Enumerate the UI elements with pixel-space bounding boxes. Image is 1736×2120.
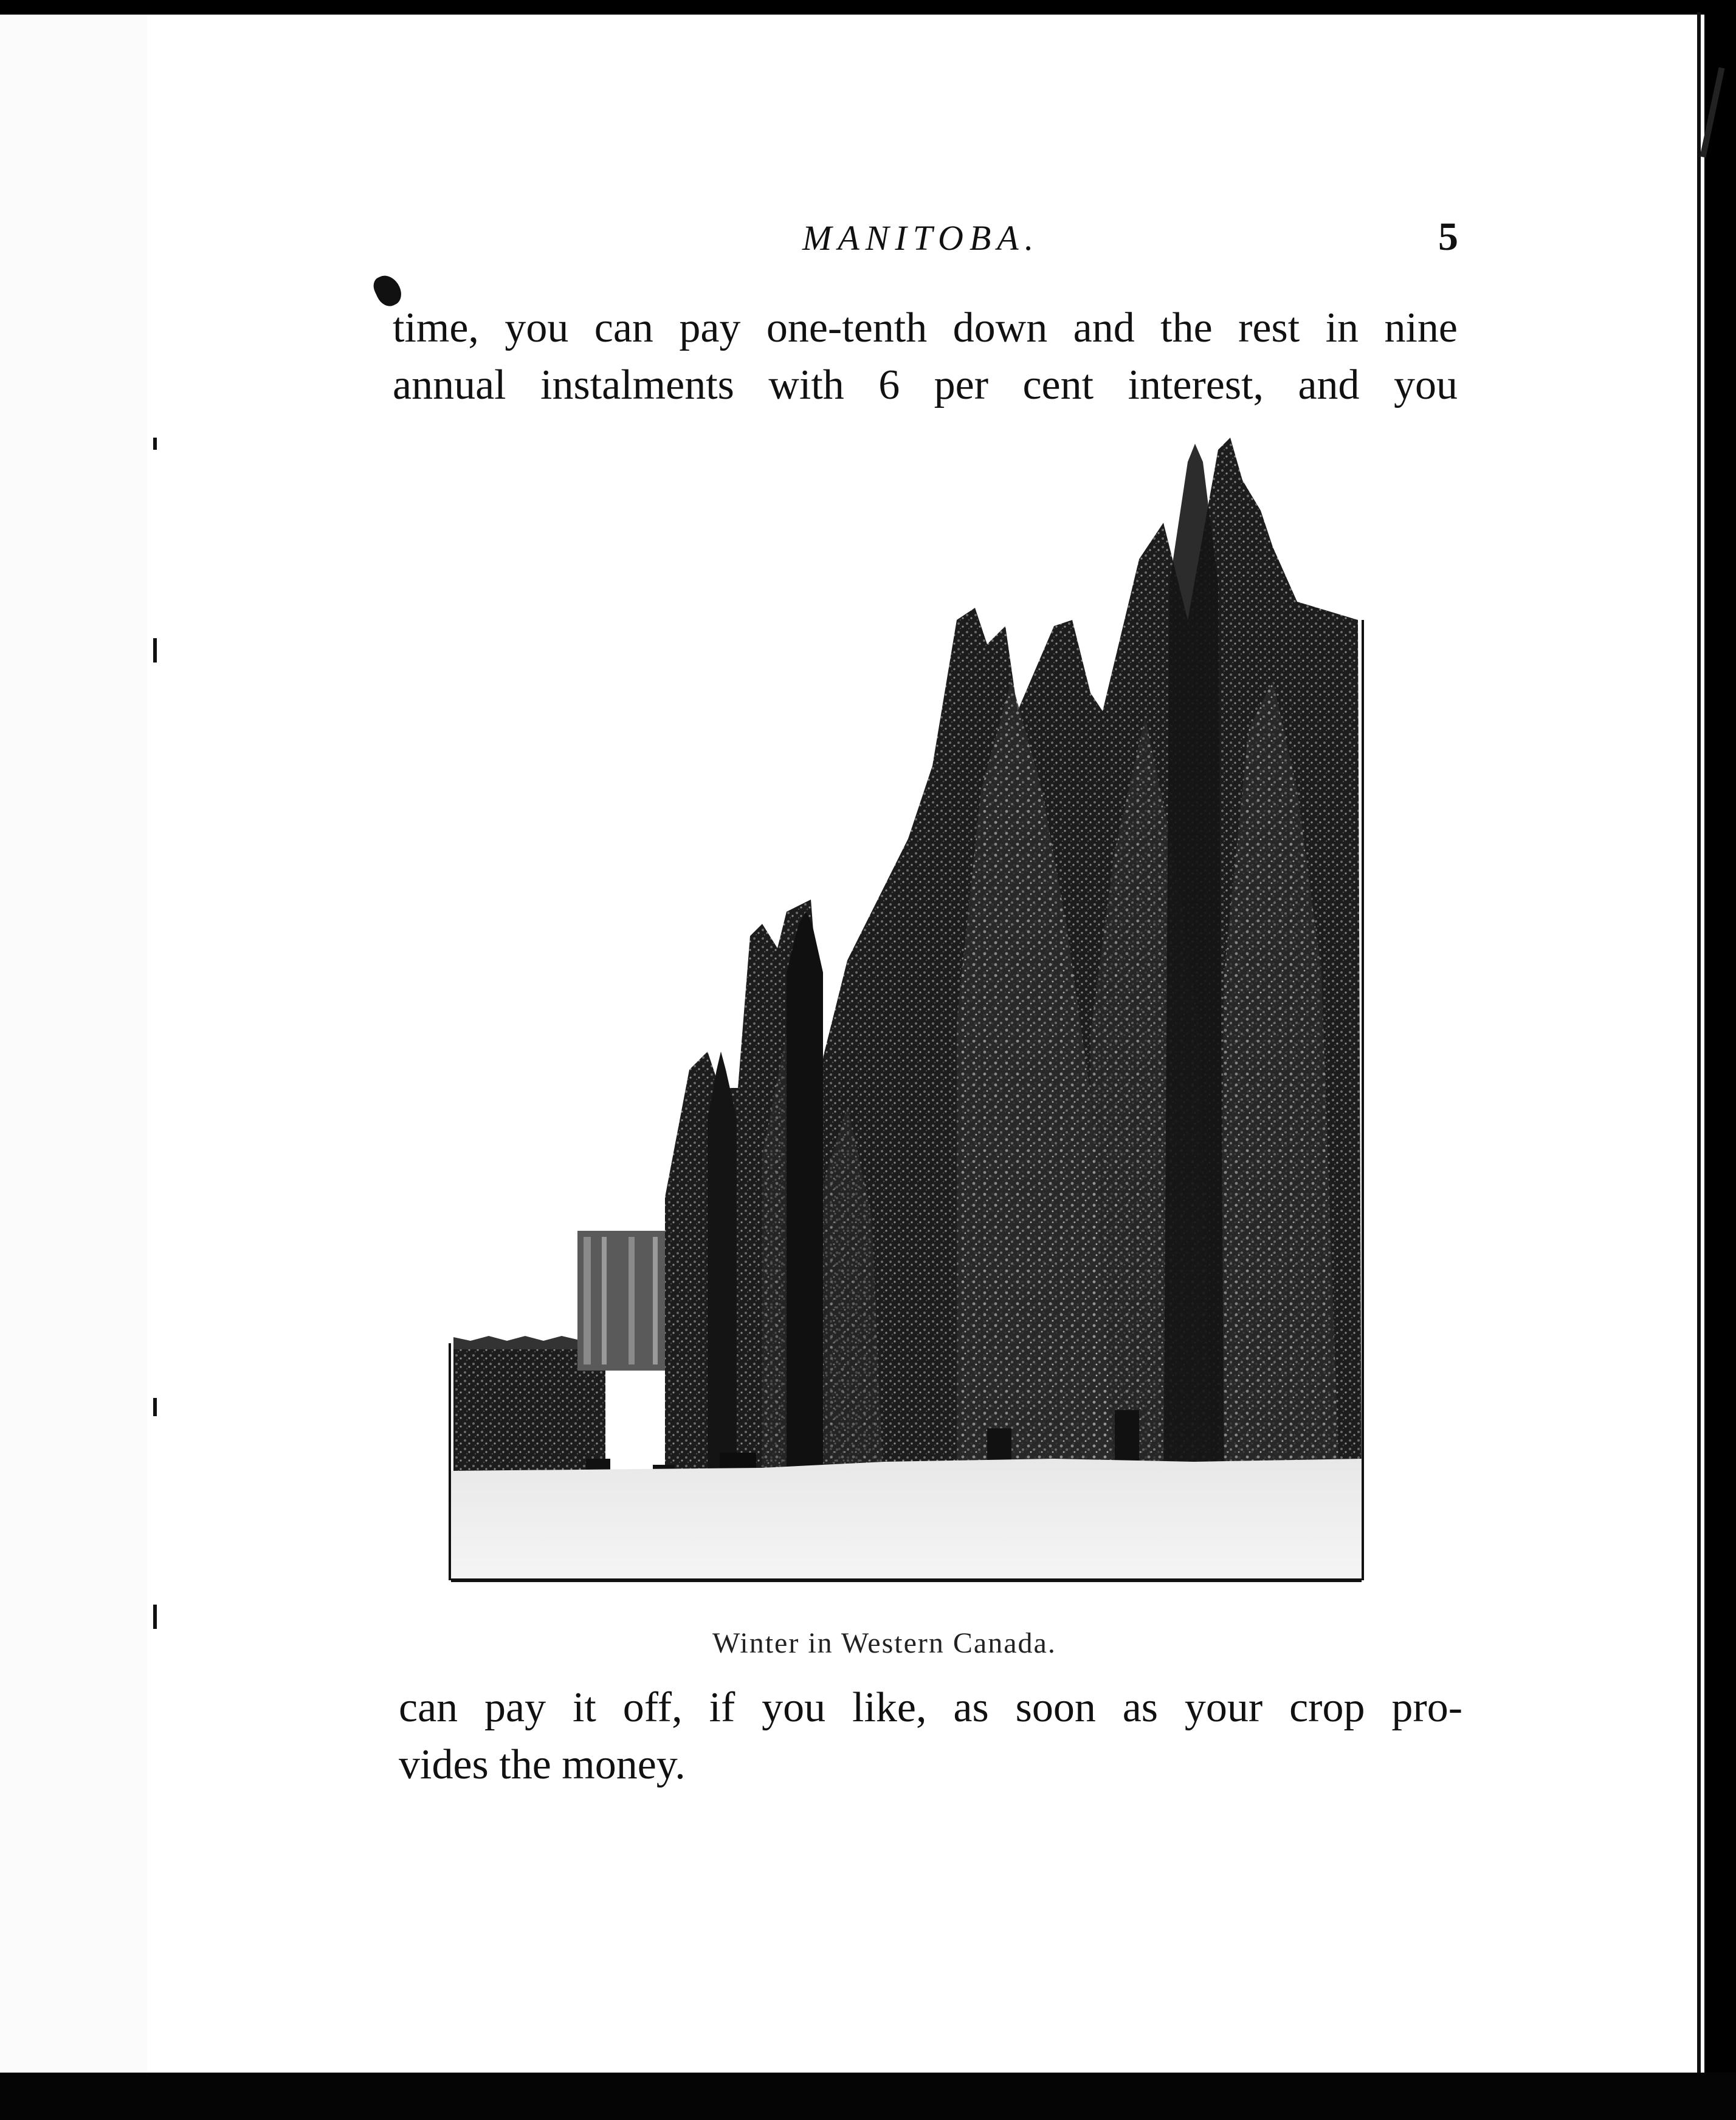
edge-mark xyxy=(153,1605,157,1629)
text-line: can pay it off, if you like, as soon as your crop pro- xyxy=(399,1684,1462,1731)
edge-mark xyxy=(153,638,157,662)
figure-caption: Winter in Western Canada. xyxy=(712,1627,1056,1659)
text-line: time, you can pay one-tenth down and the rest in nine xyxy=(393,305,1458,351)
winter-forest-photo xyxy=(446,425,1366,1584)
text-line: annual instalments with 6 per cent interest, and you xyxy=(393,362,1458,408)
text-line: vides the money. xyxy=(399,1741,686,1788)
right-page-rule xyxy=(1697,12,1701,2073)
scan-bottom-band xyxy=(0,2073,1736,2120)
running-head: MANITOBA. xyxy=(802,218,1040,258)
left-page-edge xyxy=(0,15,150,2073)
page-number: 5 xyxy=(1438,215,1458,259)
edge-mark xyxy=(153,438,157,450)
edge-mark xyxy=(153,1398,157,1416)
